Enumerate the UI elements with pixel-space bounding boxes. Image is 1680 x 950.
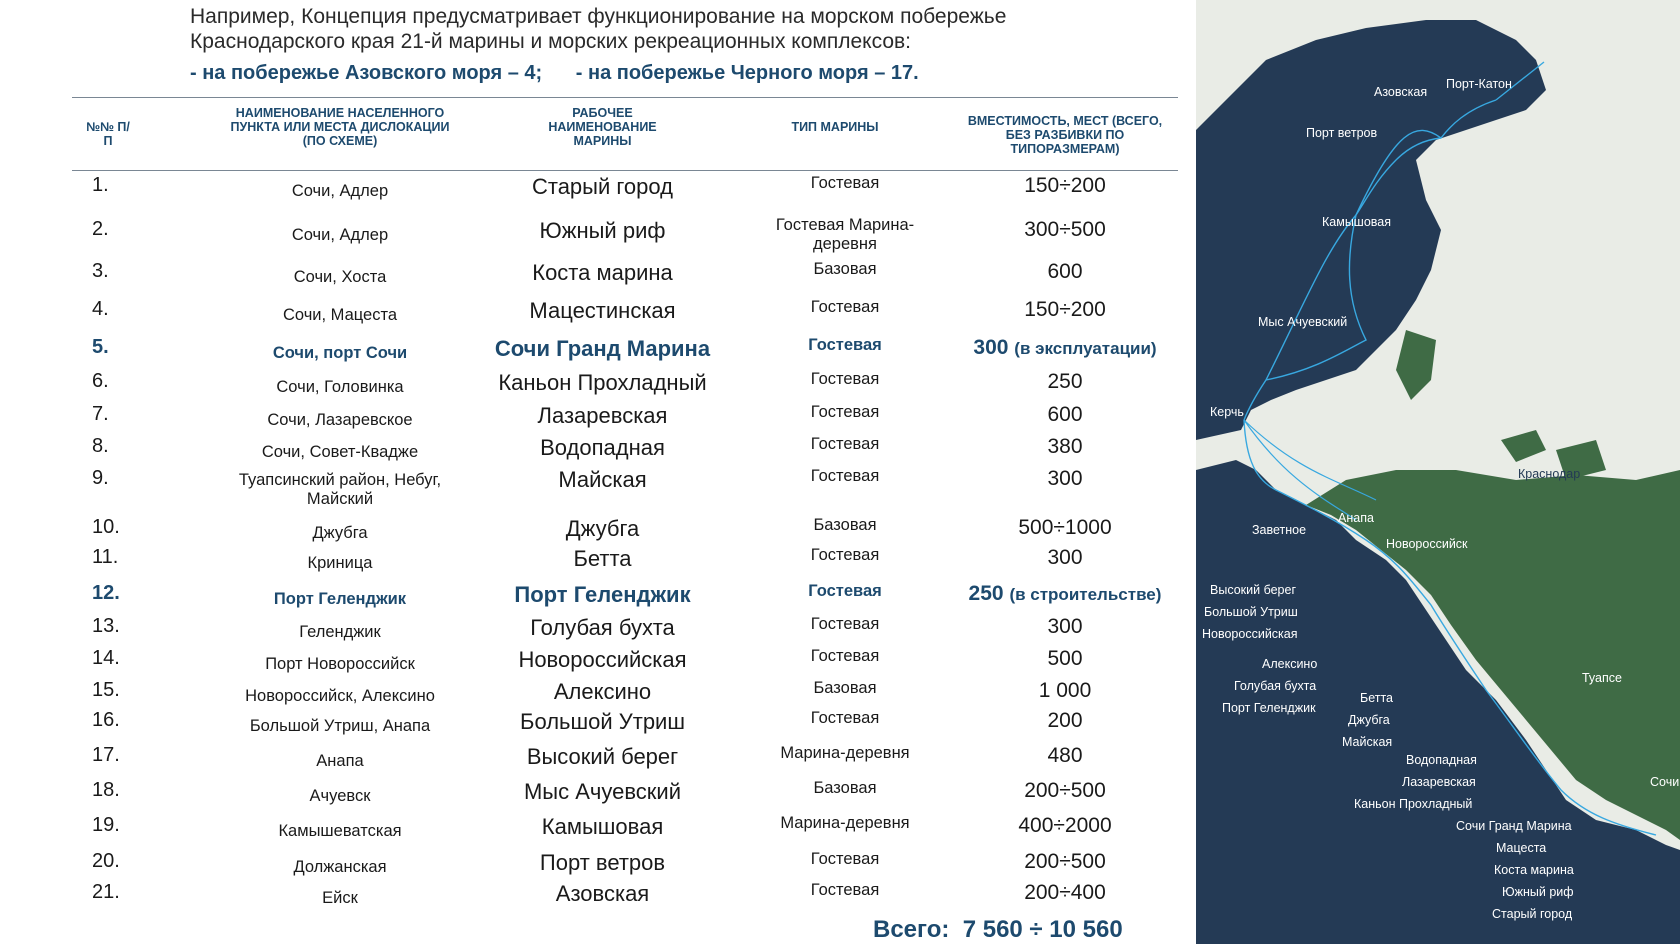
row-type: Гостевая: [808, 336, 882, 354]
row-marina: Водопадная: [540, 435, 665, 460]
row-marina: Мацестинская: [529, 298, 676, 323]
row-marina: Высокий берег: [526, 744, 679, 769]
row-capacity: 250: [1047, 370, 1083, 393]
map-label: Мыс Ачуевский: [1258, 315, 1348, 329]
row-number: 10.: [92, 516, 120, 538]
row-capacity: 200: [1047, 709, 1083, 732]
row-capacity: 200÷500: [1024, 779, 1106, 802]
map-label: Порт Геленджик: [1222, 701, 1316, 715]
row-type: Марина-деревня: [780, 814, 910, 832]
row-capacity: 600: [1047, 403, 1083, 426]
row-number: 16.: [92, 709, 120, 731]
map-label: Туапсе: [1582, 671, 1622, 685]
row-number: 19.: [92, 814, 120, 836]
row-type: Гостевая: [810, 615, 880, 633]
row-location: Криница: [307, 554, 373, 572]
row-marina: Майская: [558, 467, 647, 492]
row-marina: Голубая бухта: [530, 615, 675, 640]
row-number: 4.: [92, 298, 109, 320]
row-location: Сочи, Головинка: [276, 378, 404, 396]
row-location: Сочи, Совет-Квадже: [261, 443, 419, 461]
row-type: Гостевая: [810, 709, 880, 727]
row-marina: Алексино: [553, 679, 652, 704]
capacity-status-note: (в эксплуатации): [1014, 339, 1157, 358]
row-location: Анапа: [316, 752, 364, 770]
map-label: Новороссийская: [1202, 627, 1298, 641]
row-location: Джубга: [312, 524, 368, 542]
row-number: 11.: [92, 546, 119, 568]
row-number: 12.: [92, 582, 120, 604]
map-label: Алексино: [1262, 657, 1318, 671]
map-label: Порт-Катон: [1446, 77, 1512, 91]
row-type: Гостевая: [810, 298, 880, 316]
map-label: Каньон Прохладный: [1354, 797, 1473, 811]
coast-map: [1196, 0, 1680, 944]
row-marina: Порт ветров: [539, 850, 666, 875]
table-top-rule: [72, 97, 1178, 98]
row-location: Порт Геленджик: [273, 590, 407, 608]
row-location: Сочи, Мацеста: [282, 306, 398, 324]
capacity-value: 250: [968, 582, 1004, 605]
row-capacity: 200÷400: [1024, 881, 1106, 904]
row-type: Гостевая: [810, 546, 880, 564]
black-sea-count: - на побережье Черного моря – 17.: [575, 62, 919, 84]
map-label: Сочи Гранд Марина: [1456, 819, 1572, 833]
row-type: Гостевая: [810, 403, 880, 421]
row-location: Большой Утриш, Анапа: [249, 717, 431, 735]
map-label: Анапа: [1338, 511, 1374, 525]
row-capacity: 150÷200: [1024, 174, 1106, 197]
row-number: 6.: [92, 370, 109, 392]
row-location: Сочи, Адлер: [291, 226, 389, 244]
row-type: Базовая: [813, 516, 877, 534]
map-label: Высокий берег: [1210, 583, 1297, 597]
row-location: Сочи, Адлер: [291, 182, 389, 200]
row-type: Марина-деревня: [780, 744, 910, 762]
row-marina: Бетта: [573, 546, 632, 571]
header-num: №№ П/П: [86, 120, 130, 148]
map-label: Бетта: [1360, 691, 1394, 705]
row-capacity: 300: [1047, 546, 1083, 569]
row-number: 17.: [92, 744, 120, 766]
row-location: Ачуевск: [309, 787, 371, 805]
map-label: Южный риф: [1502, 885, 1574, 899]
row-number: 8.: [92, 435, 109, 457]
row-location: Сочи, Хоста: [293, 268, 387, 286]
row-marina: Каньон Прохладный: [498, 370, 707, 395]
header-location: НАИМЕНОВАНИЕ НАСЕЛЕННОГО ПУНКТА ИЛИ МЕСТА ДИСЛОКАЦИИ (ПО СХЕМЕ): [230, 106, 450, 148]
row-marina: Сочи Гранд Марина: [494, 336, 711, 361]
map-label: Новороссийск: [1386, 537, 1468, 551]
row-type: Базовая: [813, 260, 877, 278]
row-type: Гостевая: [810, 467, 880, 485]
row-marina: Камышовая: [541, 814, 664, 839]
map-label: Краснодар: [1518, 467, 1581, 481]
header-marina: РАБОЧЕЕ НАИМЕНОВАНИЕ МАРИНЫ: [548, 106, 657, 148]
row-type: Гостевая: [808, 582, 882, 600]
row-location: Геленджик: [299, 623, 381, 641]
row-number: 21.: [92, 881, 120, 903]
row-number: 18.: [92, 779, 120, 801]
header-type: ТИП МАРИНЫ: [791, 120, 879, 134]
row-capacity: 300: [1047, 467, 1083, 490]
row-marina: Порт Геленджик: [514, 582, 691, 607]
row-location: Туапсинский район, Небуг, Майский: [238, 471, 442, 508]
row-number: 1.: [92, 174, 109, 196]
total-summary: [873, 916, 1123, 944]
row-number: 15.: [92, 679, 120, 701]
row-type: Гостевая: [810, 370, 880, 388]
row-capacity: 500: [1047, 647, 1083, 670]
row-location: Порт Новороссийск: [265, 655, 415, 673]
map-label: Голубая бухта: [1234, 679, 1317, 693]
row-marina: Азовская: [555, 881, 650, 906]
row-marina: Старый город: [531, 174, 673, 199]
row-capacity: 150÷200: [1024, 298, 1106, 321]
row-marina: Коста марина: [532, 260, 673, 285]
row-location: Сочи, Лазаревское: [267, 411, 413, 429]
row-type: Гостевая Марина-деревня: [775, 216, 915, 253]
row-number: 7.: [92, 403, 109, 425]
map-label: Майская: [1342, 735, 1393, 749]
row-marina: Большой Утриш: [520, 709, 685, 734]
row-capacity: 500÷1000: [1018, 516, 1112, 539]
row-capacity: [950, 582, 1180, 606]
row-capacity: 300÷500: [1024, 218, 1106, 241]
map-label: Мацеста: [1496, 841, 1547, 855]
row-type: Гостевая: [810, 435, 880, 453]
map-label: Коста марина: [1494, 863, 1574, 877]
row-location: Ейск: [322, 889, 358, 907]
row-number: 2.: [92, 218, 109, 240]
capacity-status-note: (в строительстве): [1009, 585, 1162, 604]
azov-count: - на побережье Азовского моря – 4;: [190, 62, 543, 84]
row-number: 9.: [92, 467, 109, 489]
row-type: Гостевая: [810, 881, 880, 899]
sea-summary: [190, 62, 947, 85]
row-marina: Лазаревская: [537, 403, 668, 428]
row-capacity: 380: [1047, 435, 1083, 458]
row-marina: Новороссийская: [518, 647, 687, 672]
map-label: Азовская: [1374, 85, 1428, 99]
row-number: 14.: [92, 647, 120, 669]
row-location: Камышеватская: [278, 822, 402, 840]
row-capacity: 200÷500: [1024, 850, 1106, 873]
map-label: Джубга: [1348, 713, 1390, 727]
row-capacity: 300: [1047, 615, 1083, 638]
row-capacity: [950, 336, 1180, 360]
row-type: Базовая: [813, 779, 877, 797]
intro-paragraph: Например, Концепция предусматривает функционирование на морском побережье Краснодарского края 21-й марины и морских рекреационных комплексов:: [190, 5, 1007, 53]
map-label: Порт ветров: [1306, 126, 1378, 140]
capacity-value: 300: [973, 336, 1009, 359]
row-capacity: 480: [1047, 744, 1083, 767]
row-type: Базовая: [813, 679, 877, 697]
row-number: 13.: [92, 615, 120, 637]
row-location: Сочи, порт Сочи: [272, 344, 408, 362]
total-value: 7 560 ÷ 10 560: [962, 916, 1123, 943]
row-marina: Мыс Ачуевский: [523, 779, 682, 804]
row-type: Гостевая: [810, 647, 880, 665]
map-label: Старый город: [1492, 907, 1573, 921]
row-type: Гостевая: [810, 174, 880, 192]
map-label: Керчь: [1210, 405, 1244, 419]
row-location: Должанская: [293, 858, 387, 876]
row-marina: Южный риф: [539, 218, 666, 243]
map-label: Водопадная: [1406, 753, 1477, 767]
row-number: 3.: [92, 260, 109, 282]
map-label: Большой Утриш: [1204, 605, 1298, 619]
row-marina: Джубга: [565, 516, 640, 541]
row-number: 20.: [92, 850, 120, 872]
row-capacity: 400÷2000: [1018, 814, 1112, 837]
map-label: Камышовая: [1322, 215, 1392, 229]
table-header-rule: [72, 170, 1178, 171]
map-label: Заветное: [1252, 523, 1307, 537]
row-capacity: 1 000: [1038, 679, 1092, 702]
row-capacity: 600: [1047, 260, 1083, 283]
header-capacity: ВМЕСТИМОСТЬ, МЕСТ (ВСЕГО, БЕЗ РАЗБИВКИ ПО ТИПОРАЗМЕРАМ): [967, 114, 1163, 156]
total-label: Всего:: [873, 916, 950, 943]
map-label: Сочи: [1650, 775, 1680, 789]
row-type: Гостевая: [810, 850, 880, 868]
map-label: Лазаревская: [1402, 775, 1476, 789]
row-number: 5.: [92, 336, 109, 358]
row-location: Новороссийск, Алексино: [245, 687, 435, 705]
